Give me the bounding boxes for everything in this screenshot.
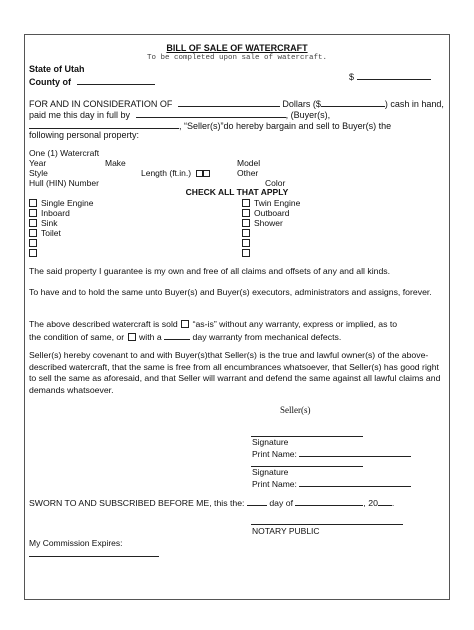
notary-public-label: NOTARY PUBLIC: [252, 526, 320, 536]
sworn-line: [29, 496, 394, 509]
state-label: State of Utah: [29, 64, 85, 74]
warranty-days-text: day warranty from mechanical defects.: [192, 332, 342, 342]
checkbox[interactable]: [29, 229, 37, 237]
print-name-row-2: [252, 477, 411, 490]
paid-by-text: paid me this day in full by: [29, 110, 131, 120]
length-in-box[interactable]: [203, 170, 210, 177]
buyer-name-field[interactable]: [136, 108, 286, 118]
document-page: [24, 34, 450, 600]
checkbox-item[interactable]: [29, 238, 41, 248]
document-title: BILL OF SALE OF WATERCRAFT: [166, 43, 308, 53]
checkbox-item[interactable]: [29, 218, 58, 228]
as-is-checkbox[interactable]: [181, 320, 189, 328]
sworn-month-field[interactable]: [295, 496, 363, 506]
checkbox-item[interactable]: [242, 238, 254, 248]
print-name-field-2[interactable]: [299, 477, 411, 487]
checkbox-label: Outboard: [254, 208, 290, 218]
checkbox[interactable]: [29, 249, 37, 257]
checkbox-item[interactable]: [242, 248, 254, 258]
amount-field[interactable]: [357, 70, 431, 80]
amount-row: [349, 70, 431, 83]
color-label: Color: [265, 178, 286, 188]
checkbox-item[interactable]: [242, 218, 283, 228]
checkbox[interactable]: [29, 219, 37, 227]
watercraft-heading: One (1) Watercraft: [29, 148, 100, 158]
year-prefix-text: , 20: [363, 498, 378, 508]
checkbox-label: Sink: [41, 218, 58, 228]
checkbox[interactable]: [242, 229, 250, 237]
buyers-label: , (Buyer(s),: [285, 110, 331, 120]
sellers-heading: Seller(s): [280, 405, 311, 415]
year-label: Year: [29, 158, 47, 168]
checkbox[interactable]: [29, 239, 37, 247]
checkbox-label: Single Engine: [41, 198, 94, 208]
personal-property-text: following personal property:: [29, 130, 140, 140]
to-have-paragraph: To have and to hold the same unto Buyer(s) and Buyer(s) executors, administrators and assigns, forever.: [29, 287, 432, 297]
notary-signature-line[interactable]: [251, 524, 403, 525]
model-label: Model: [237, 158, 261, 168]
check-all-heading: CHECK ALL THAT APPLY: [185, 187, 289, 197]
checkbox-label: Twin Engine: [254, 198, 301, 208]
length-label: Length (ft.in.): [141, 168, 192, 178]
signature-label-1: Signature: [252, 437, 289, 447]
checkbox[interactable]: [242, 209, 250, 217]
guarantee-paragraph: The said property I guarantee is my own and free of all claims and offsets of any and all kinds.: [29, 266, 391, 276]
sellers-bargain-text: , “Seller(s)”do hereby bargain and sell to Buyer(s) the: [179, 121, 392, 131]
condition-text: the condition of same, or: [29, 332, 125, 342]
sworn-period: .: [391, 498, 395, 508]
with-a-text: with a: [138, 332, 162, 342]
commission-expires-line[interactable]: [29, 556, 159, 557]
county-label: County of: [29, 77, 71, 87]
warranty-line-2: [29, 330, 341, 344]
style-label: Style: [29, 168, 48, 178]
warranty-line-1: [29, 319, 397, 331]
document-subtitle: To be completed upon sale of watercraft.: [146, 54, 328, 62]
consideration-words-field[interactable]: [178, 97, 280, 107]
checkbox[interactable]: [29, 199, 37, 207]
checkbox[interactable]: [242, 249, 250, 257]
signature-label-2: Signature: [252, 467, 289, 477]
day-of-text: day of: [269, 498, 293, 508]
cash-in-hand-text: ) cash in hand,: [384, 99, 444, 109]
consideration-amount-field[interactable]: [321, 97, 385, 107]
seller-name-field[interactable]: [29, 119, 179, 129]
warranty-text: The above described watercraft is sold: [29, 319, 178, 329]
checkbox-item[interactable]: [29, 208, 70, 218]
sworn-text: SWORN TO AND SUBSCRIBED BEFORE ME, this the:: [29, 498, 245, 508]
dollar-sign: $: [349, 72, 355, 82]
sworn-year-field[interactable]: [378, 496, 395, 508]
checkbox[interactable]: [29, 209, 37, 217]
checkbox-label: Shower: [254, 218, 283, 228]
covenant-paragraph: Seller(s) hereby covenant to and with Buyer(s)that Seller(s) is the true and lawful owner(s) of the above-described watercraft, that the same is free from all encumbrances whatsoever, that Seller(s) has good right to sell the same as aforesaid, and that Seller will warrant and defend the same against all lawful claims and demands whatsoever.: [29, 350, 441, 395]
print-name-row-1: [252, 447, 411, 460]
county-row: [29, 75, 155, 88]
checkbox-item[interactable]: [29, 248, 41, 258]
sworn-day-field[interactable]: [247, 496, 267, 506]
print-name-label: Print Name:: [252, 479, 297, 489]
warranty-days-field[interactable]: [164, 330, 190, 340]
print-name-field-1[interactable]: [299, 447, 411, 457]
length-row: [141, 168, 210, 179]
checkbox-item[interactable]: [242, 198, 300, 208]
checkbox-label: Inboard: [41, 208, 70, 218]
checkbox[interactable]: [242, 239, 250, 247]
checkbox-item[interactable]: [242, 228, 254, 238]
other-label: Other: [237, 168, 259, 178]
checkbox-item[interactable]: [29, 198, 93, 208]
as-is-text: “as-is” without any warranty, express or implied, as to: [192, 319, 398, 329]
checkbox-item[interactable]: [242, 208, 289, 218]
dollars-label: Dollars ($: [282, 99, 321, 109]
length-ft-box[interactable]: [196, 170, 203, 177]
checkbox-item[interactable]: [29, 228, 61, 238]
print-name-label: Print Name:: [252, 449, 297, 459]
county-field[interactable]: [77, 75, 155, 85]
checkbox[interactable]: [242, 219, 250, 227]
make-label: Make: [105, 158, 126, 168]
hull-label: Hull (HIN) Number: [29, 178, 99, 188]
warranty-checkbox[interactable]: [128, 333, 136, 341]
checkbox-label: Toilet: [41, 228, 61, 238]
consideration-text: FOR AND IN CONSIDERATION OF: [29, 99, 173, 109]
commission-expires-label: My Commission Expires:: [29, 538, 123, 548]
checkbox[interactable]: [242, 199, 250, 207]
